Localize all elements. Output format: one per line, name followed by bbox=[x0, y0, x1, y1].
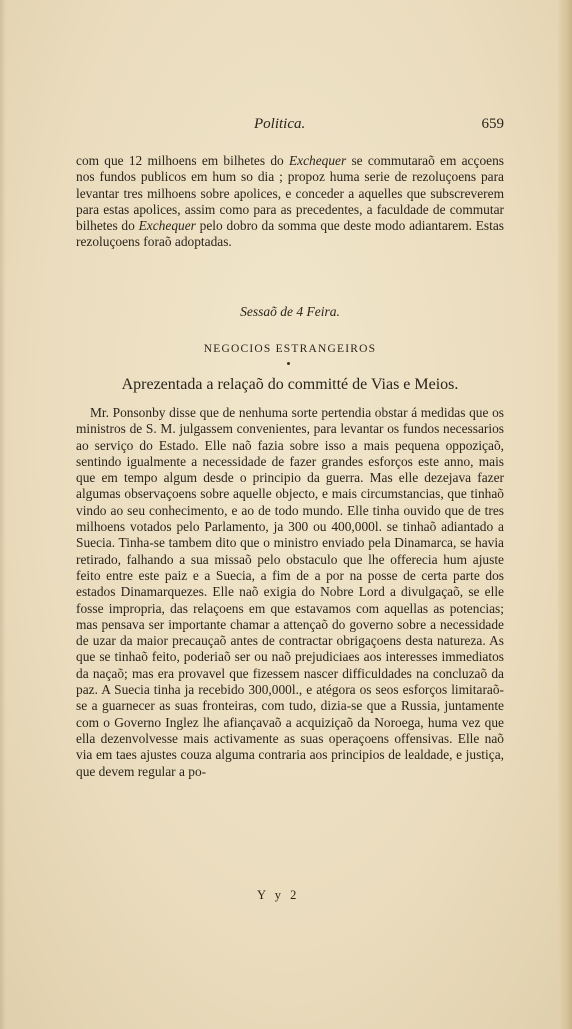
report-title: Aprezentada a relaçaõ do committé de Vias e Meios. bbox=[121, 376, 459, 393]
opening-text-part-1: com que 12 milhoens em bilhetes do bbox=[76, 153, 289, 168]
opening-paragraph bbox=[76, 153, 504, 251]
exchequer-term-2: Exchequer bbox=[138, 218, 196, 234]
main-paragraph-text: Mr. Ponsonby disse que de nenhuma sorte pertendia obstar á medidas que os ministros de S. M. julgassem convenientes, para levantar os fundos necessarios ao serviço do Estado. Elle naõ fazia sobre isso a mais pequena oppoziçaõ, sentindo igualmente a necessidade de fazer grandes esforços este anno, mais que em tempo algum desde o principio da guerra. Mas elle dezejava fazer algumas observaçoens sobre aquelle objecto, e mais circumstancias, que tinhaõ vindo ao seu conhecimento, e ao de todo mundo. Elle tinha ouvido que de tres milhoens votados pelo Parlamento, ja 300 ou 400,000l. se tinhaõ adiantado a Suecia. Tinha-se tambem dito que o ministro enviado pela Dinamarca, se havia retirado, falhando a sua missaõ pelo obstaculo que lhe offerecia hum ajuste feito entre este paiz e a Suecia, a fim de a por na posse de certa parte dos estados Dinamarquezes. Elle naõ exigia do Nobre Lord a divulgaçaõ, se elle fosse impropria, das relaçoens em que estavamos com aquellas as potencias; mas pensava ser importante chamar a attençaõ do governo sobre a necessidade de uzar da maior precauçaõ antes de contractar obrigaçoens desta natureza. As que se tinhaõ feito, poderiaõ ser ou naõ prejudiciaes aos interesses immediatos da naçaõ; mas era provavel que fizessem nascer difficuldades na concluzaõ da paz. A Suecia tinha ja recebido 300,000l., e atégora os seos esforços limitaraõ-se a guarnecer as suas fronteiras, com tudo, dizia-se que a Russia, juntamente com o Governo Inglez lhe afiançavaõ a acquiziçaõ da Noroega, huma vez que ella dezenvolvesse mais activamente as suas operaçoens offensivas. Elle naõ via em taes ajustes couza alguma contraria aos principios de lealdade, e justiça, que devem regular a po- bbox=[76, 405, 504, 779]
section-heading: Sessaõ de 4 Feira. bbox=[240, 304, 340, 319]
opening-paragraph-text bbox=[76, 153, 504, 251]
opening-text-part-3: pelo dobro da somma que deste modo adiantarem. Estas rezoluçoens foraõ adoptadas. bbox=[76, 218, 504, 250]
section-subheading: NEGOCIOS ESTRANGEIROS bbox=[203, 343, 377, 355]
page-edge bbox=[558, 0, 572, 1029]
running-head bbox=[76, 116, 504, 136]
page-gutter-shadow bbox=[0, 0, 6, 1029]
running-title: Politica. bbox=[254, 116, 306, 132]
exchequer-term-1: Exchequer bbox=[288, 153, 347, 168]
signature-mark: Y y 2 bbox=[257, 888, 300, 902]
main-paragraph bbox=[76, 405, 504, 780]
opening-text-part-2: se commutaraõ em acçoens nos fundos publicos em hum so dia ; propoz huma serie de rezoluçoens para levantar tres milhoens sobre apolices, e conceder a aquelles que subscreverem para estas apolices, assim como para as precedentes, a faculdade de commutar bilhetes do bbox=[76, 153, 504, 234]
ornament-dot bbox=[287, 362, 290, 365]
page-number: 659 bbox=[481, 116, 504, 132]
